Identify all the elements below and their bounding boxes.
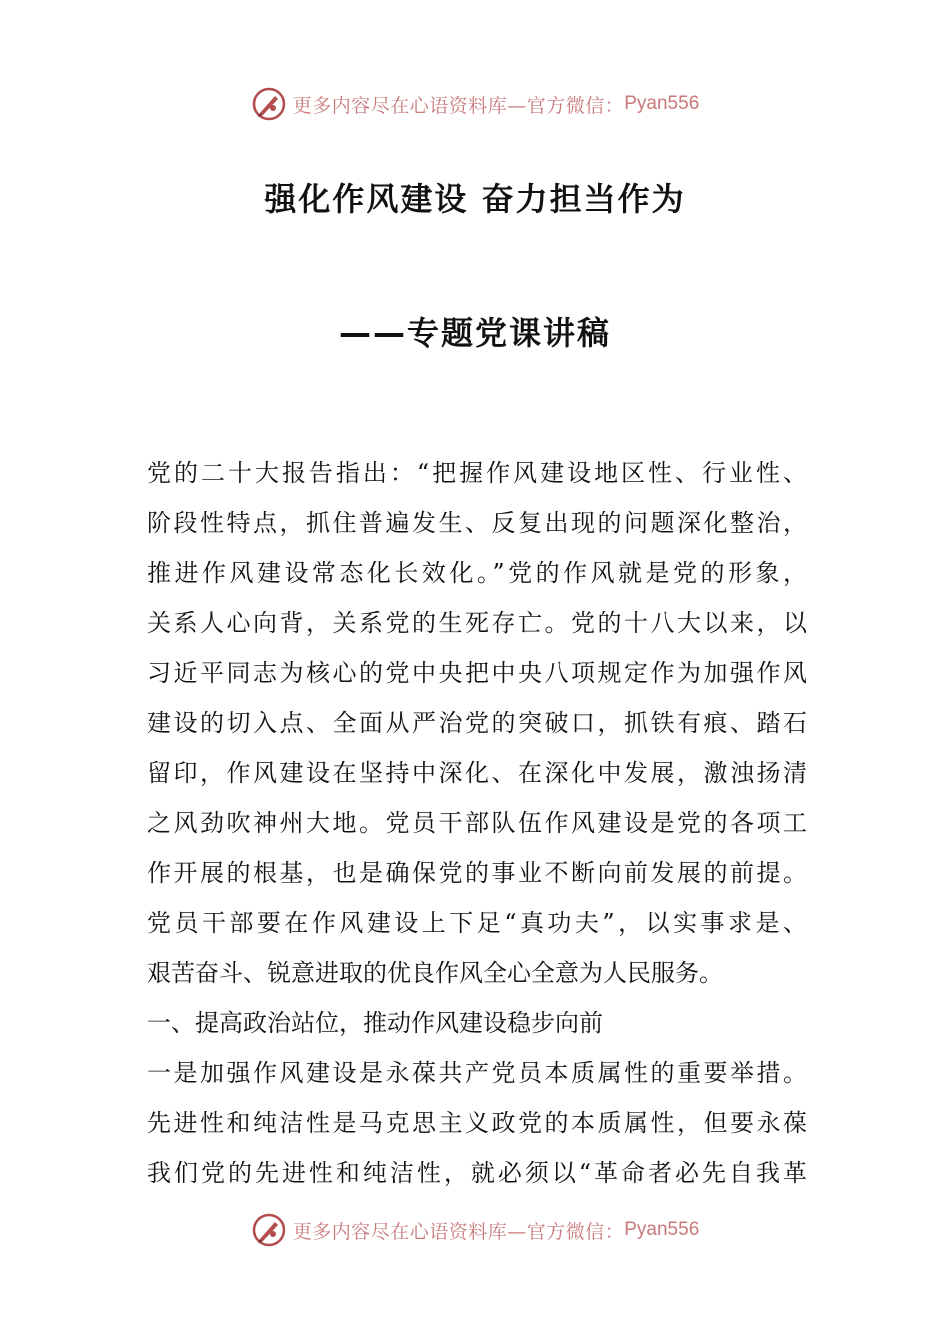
watermark-wechat-id: Pyan556 [624, 93, 700, 114]
text-line: 阶段性特点，抓住普遍发生、反复出现的问题深化整治， [147, 509, 807, 537]
text-line: 党的二十大报告指出：“把握作风建设地区性、行业性、 [147, 459, 807, 487]
document-title: 强化作风建设 奋力担当作为 [264, 180, 686, 218]
text-line: 先进性和纯洁性是马克思主义政党的本质属性，但要永葆 [147, 1109, 807, 1137]
header-watermark [0, 84, 950, 124]
footer-watermark [0, 1210, 950, 1250]
section-heading: 一、提高政治站位，推动作风建设稳步向前 [147, 1009, 603, 1037]
text-line: 党员干部要在作风建设上下足“真功夫”，以实事求是、 [147, 909, 807, 937]
text-line: 我们党的先进性和纯洁性，就必须以“革命者必先自我革 [147, 1159, 807, 1187]
watermark-text: 更多内容尽在心语资料库—官方微信： [292, 1220, 625, 1243]
text-line: 习近平同志为核心的党中央把中央八项规定作为加强作风 [147, 659, 807, 687]
text-line: 艰苦奋斗、锐意进取的优良作风全心全意为人民服务。 [147, 959, 723, 987]
watermark-wechat-id: Pyan556 [624, 1219, 700, 1240]
text-line: 留印，作风建设在坚持中深化、在深化中发展，激浊扬清 [147, 759, 807, 787]
pen-logo-icon [251, 86, 287, 122]
pen-logo-icon [251, 1212, 287, 1248]
text-line: 一是加强作风建设是永葆共产党员本质属性的重要举措。 [147, 1059, 807, 1087]
watermark-text: 更多内容尽在心语资料库—官方微信： [292, 94, 625, 117]
text-line: 建设的切入点、全面从严治党的突破口，抓铁有痕、踏石 [147, 709, 807, 737]
body-text [147, 448, 807, 1198]
text-line: 之风劲吹神州大地。党员干部队伍作风建设是党的各项工 [147, 809, 807, 837]
text-line: 作开展的根基，也是确保党的事业不断向前发展的前提。 [147, 859, 807, 887]
document-subtitle: ——专题党课讲稿 [338, 314, 611, 352]
text-line: 关系人心向背，关系党的生死存亡。党的十八大以来，以 [147, 609, 807, 637]
text-line: 推进作风建设常态化长效化。”党的作风就是党的形象， [147, 559, 807, 587]
